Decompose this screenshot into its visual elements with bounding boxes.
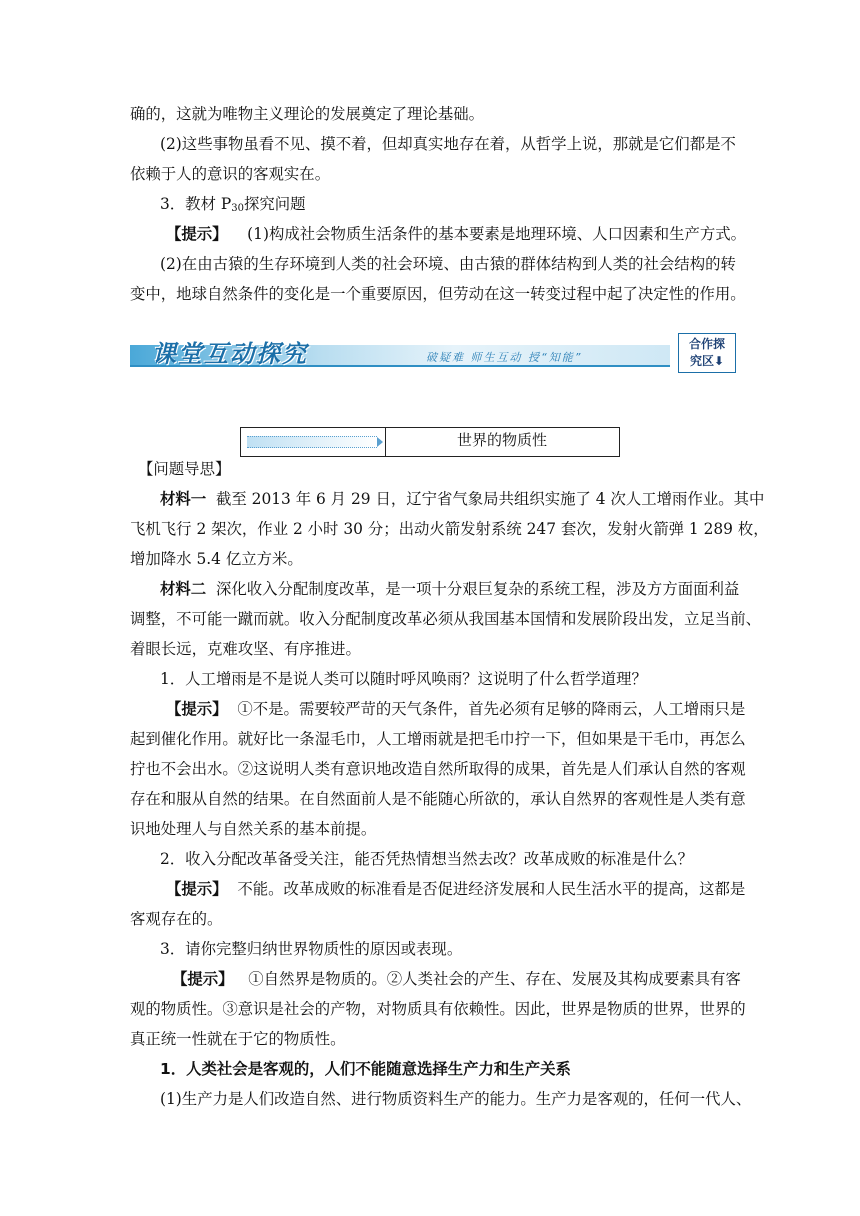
hint-tag: 【提示】	[166, 225, 228, 243]
paragraph-line: (1)生产力是人们改造自然、进行物质资料生产的能力。生产力是客观的，任何一代人、	[160, 1090, 752, 1108]
paragraph-line	[166, 699, 746, 719]
text: 不能。改革成败的标准看是否促进经济发展和人民生活水平的提高，这都是	[237, 880, 746, 898]
paragraph-line	[172, 969, 741, 989]
section-title: 世界的物质性	[456, 431, 547, 449]
paragraph-line: 真正统一性就在于它的物质性。	[130, 1030, 346, 1048]
hint-tag: 【提示】	[172, 970, 234, 988]
paragraph-line	[166, 224, 747, 244]
paragraph-line: (2)这些事物虽看不见、摸不着，但却真实地存在着，从哲学上说，那就是它们都是不	[160, 135, 736, 153]
spacer	[234, 970, 249, 988]
arrow-icon	[247, 436, 377, 448]
question: 2．收入分配改革备受关注，能否凭热情想当然去改？改革成败的标准是什么？	[160, 850, 694, 868]
material-tag: 材料一	[160, 490, 207, 508]
hint-tag: 【提示】	[166, 880, 228, 898]
section-banner	[130, 333, 737, 373]
question: 1．人工增雨是不是说人类可以随时呼风唤雨？这说明了什么哲学道理？	[160, 670, 647, 688]
question: 3．请你完整归纳世界物质性的原因或表现。	[160, 940, 463, 958]
paragraph-line: 拧也不会出水。②这说明人类有意识地改造自然所取得的成果，首先是人们承认自然的客观	[130, 760, 746, 778]
material-tag: 材料二	[160, 580, 207, 598]
paragraph-line: 观的物质性。③意识是社会的产物，对物质具有依赖性。因此，世界是物质的世界，世界的	[130, 1000, 746, 1018]
text: (1)构成社会物质生活条件的基本要素是地理环境、人口因素和生产方式。	[247, 225, 747, 243]
paragraph-line: 飞机飞行 2 架次，作业 2 小时 30 分；出动火箭发射系统 247 套次，发射火箭弹 1 289 枚，	[130, 520, 769, 538]
section-heading-decoration	[241, 428, 386, 456]
banner-title: 课堂互动探究	[152, 339, 308, 368]
paragraph-line: 存在和服从自然的结果。在自然面前人是不能随心所欲的，承认自然界的客观性是人类有意	[130, 790, 746, 808]
paragraph-line: 确的，这就为唯物主义理论的发展奠定了理论基础。	[130, 105, 484, 123]
paragraph-line: 着眼长远，克难攻坚、有序推进。	[130, 640, 361, 658]
banner-subtitle: 破疑难 师生互动 授“知能”	[426, 351, 583, 364]
paragraph-line	[160, 194, 732, 219]
paragraph-line: 客观存在的。	[130, 910, 223, 928]
text: ①不是。需要较严苛的天气条件，首先必须有足够的降雨云，人工增雨只是	[237, 700, 746, 718]
text: ①自然界是物质的。②人类社会的产生、存在、发展及其构成要素具有客	[248, 970, 741, 988]
paragraph-line: 调整，不可能一蹴而就。收入分配制度改革必须从我国基本国情和发展阶段出发，立足当前、	[130, 610, 762, 628]
text: 探究问题	[243, 195, 306, 213]
guide-heading: 【问题导思】	[138, 460, 231, 478]
text: 深化收入分配制度改革，是一项十分艰巨复杂的系统工程，涉及方方面面利益	[215, 580, 740, 598]
spacer	[228, 700, 238, 718]
paragraph-line: (2)在由古猿的生存环境到人类的社会环境、由古猿的群体结构到人类的社会结构的转	[160, 255, 736, 273]
spacer	[228, 225, 248, 243]
text: 3．教材 P	[160, 195, 232, 213]
section-heading	[240, 427, 620, 457]
paragraph-line: 变中，地球自然条件的变化是一个重要原因，但劳动在这一转变过程中起了决定性的作用。	[130, 285, 746, 303]
subscript: 30	[231, 203, 244, 214]
paragraph-line	[160, 579, 740, 599]
paragraph-line: 起到催化作用。就好比一条湿毛巾，人工增雨就是把毛巾拧一下，但如果是干毛巾，再怎么	[130, 730, 746, 748]
spacer	[228, 880, 238, 898]
paragraph-line	[160, 489, 765, 509]
spacer	[206, 490, 216, 508]
banner-badge	[678, 333, 736, 373]
banner-badge-line: 究区⬇	[689, 354, 725, 368]
paragraph-line: 识地处理人与自然关系的基本前提。	[130, 820, 377, 838]
paragraph-line: 依赖于人的意识的客观实在。	[130, 165, 331, 183]
paragraph-line	[166, 879, 746, 899]
subsection-heading: 1．人类社会是客观的，人们不能随意选择生产力和生产关系	[160, 1060, 571, 1078]
text: 截至 2013 年 6 月 29 日，辽宁省气象局共组织实施了 4 次人工增雨作业。其中	[215, 490, 765, 508]
banner-badge-line: 合作探	[688, 337, 725, 351]
spacer	[206, 580, 216, 598]
paragraph-line: 增加降水 5.4 亿立方米。	[130, 550, 303, 568]
hint-tag: 【提示】	[166, 700, 228, 718]
